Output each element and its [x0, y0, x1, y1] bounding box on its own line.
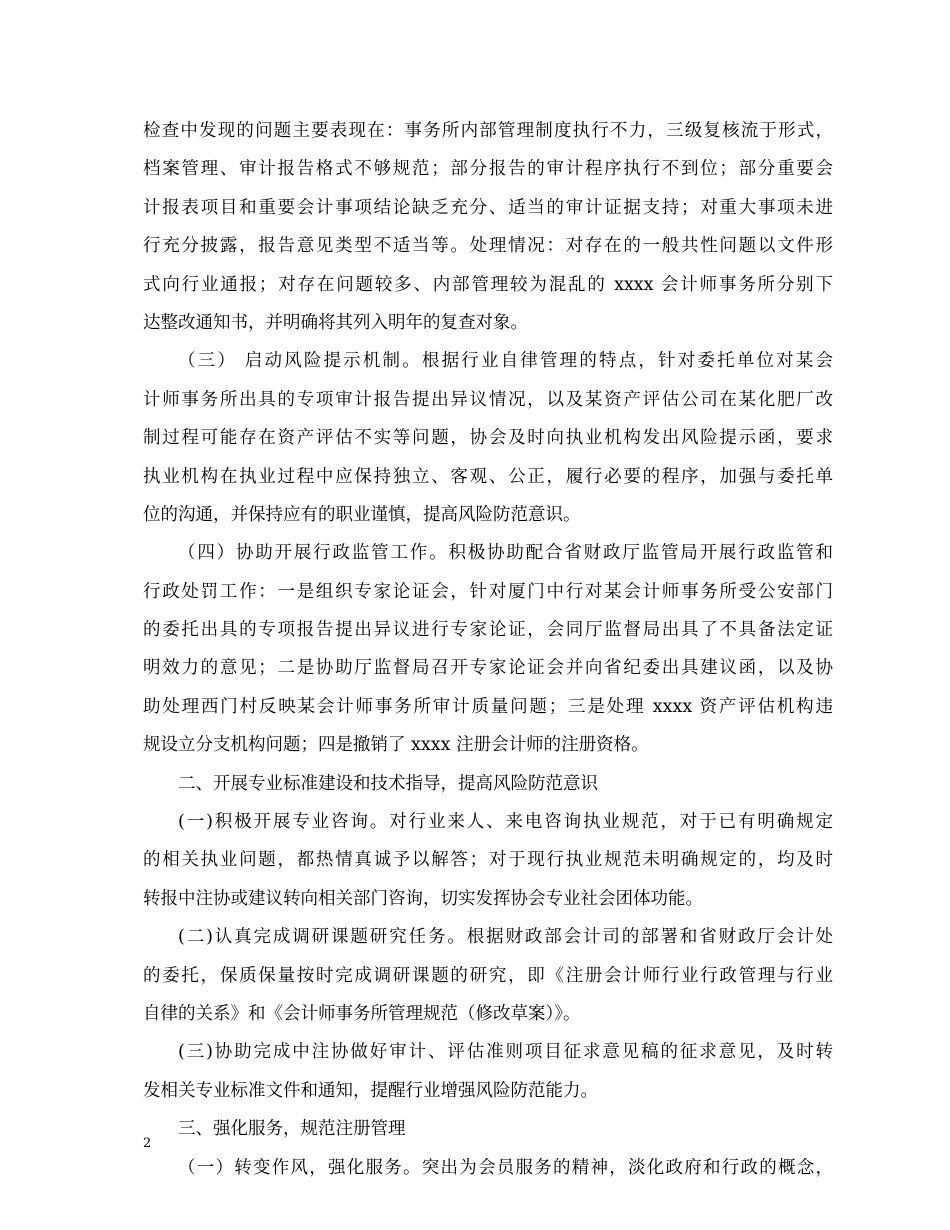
text-line: 行政处罚工作：一是组织专家论证会，针对厦门中行对某会计师事务所受公安部门 — [143, 581, 833, 602]
text-line: 达整改通知书，并明确将其列入明年的复查对象。 — [143, 312, 528, 333]
text-line: 的委托出具的专项报告提出异议进行专家论证，会同厅监督局出具了不具备法定证 — [143, 620, 833, 641]
text-line: 的委托，保质保量按时完成调研课题的研究，即《注册会计师行业行政管理与行业 — [143, 965, 833, 986]
text-line: 计师事务所出具的专项审计报告提出异议情况，以及某资产评估公司在某化肥厂改 — [143, 389, 833, 410]
text-line: 二、开展专业标准建设和技术指导，提高风险防范意识 — [178, 773, 598, 794]
text-line: （四）协助开展行政监管工作。积极协助配合省财政厅监管局开展行政监管和 — [178, 543, 833, 564]
text-line: 检查中发现的问题主要表现在：事务所内部管理制度执行不力，三级复核流于形式， — [143, 121, 833, 141]
body-text — [143, 112, 833, 1187]
text-line: 行充分披露，报告意见类型不适当等。处理情况：对存在的一般共性问题以文件形 — [143, 236, 833, 257]
text-line: 制过程可能存在资产评估不实等问题，协会及时向执业机构发出风险提示函，要求 — [143, 428, 833, 449]
text-line: (二)认真完成调研课题研究任务。根据财政部会计司的部署和省财政厅会计处 — [178, 927, 833, 948]
text-line: 发相关专业标准文件和通知，提醒行业增强风险防范能力。 — [143, 1080, 598, 1101]
text-line: （三） 启动风险提示机制。根据行业自律管理的特点，针对委托单位对某会 — [178, 351, 833, 372]
text-line: 式向行业通报；对存在问题较多、内部管理较为混乱的 xxxx 会计师事务所分别下 — [143, 274, 833, 295]
text-line: (三)协助完成中注协做好审计、评估准则项目征求意见稿的征求意见，及时转 — [178, 1042, 833, 1063]
text-line: 规设立分支机构问题；四是撤销了 xxxx 注册会计师的注册资格。 — [143, 735, 649, 756]
text-line: 的相关执业问题，都热情真诚予以解答；对于现行执业规范未明确规定的，均及时 — [143, 850, 833, 871]
text-line: (一)积极开展专业咨询。对行业来人、来电咨询执业规范，对于已有明确规定 — [178, 812, 833, 833]
text-line: 自律的关系》和《会计师事务所管理规范（修改草案）》。 — [143, 1003, 581, 1024]
text-line: 明效力的意见；二是协助厅监督局召开专家论证会并向省纪委出具建议函，以及协 — [143, 658, 833, 679]
text-line: 计报表项目和重要会计事项结论缺乏充分、适当的审计证据支持；对重大事项未进 — [143, 197, 833, 218]
text-line: 档案管理、审计报告格式不够规范；部分报告的审计程序执行不到位；部分重要会 — [143, 159, 833, 180]
text-line: 位的沟通，并保持应有的职业谨慎，提高风险防范意识。 — [143, 504, 581, 525]
text-line: 助处理西门村反映某会计师事务所审计质量问题；三是处理 xxxx 资产评估机构违 — [143, 696, 833, 717]
text-line: 转报中注协或建议转向相关部门咨询，切实发挥协会专业社会团体功能。 — [143, 888, 703, 909]
text-line: 三、强化服务，规范注册管理 — [178, 1119, 406, 1140]
text-line: （一）转变作风，强化服务。突出为会员服务的精神，淡化政府和行政的概念， — [178, 1157, 833, 1178]
page-number: 2 — [143, 1136, 152, 1151]
text-line: 执业机构在执业过程中应保持独立、客观、公正，履行必要的程序，加强与委托单 — [143, 466, 833, 487]
